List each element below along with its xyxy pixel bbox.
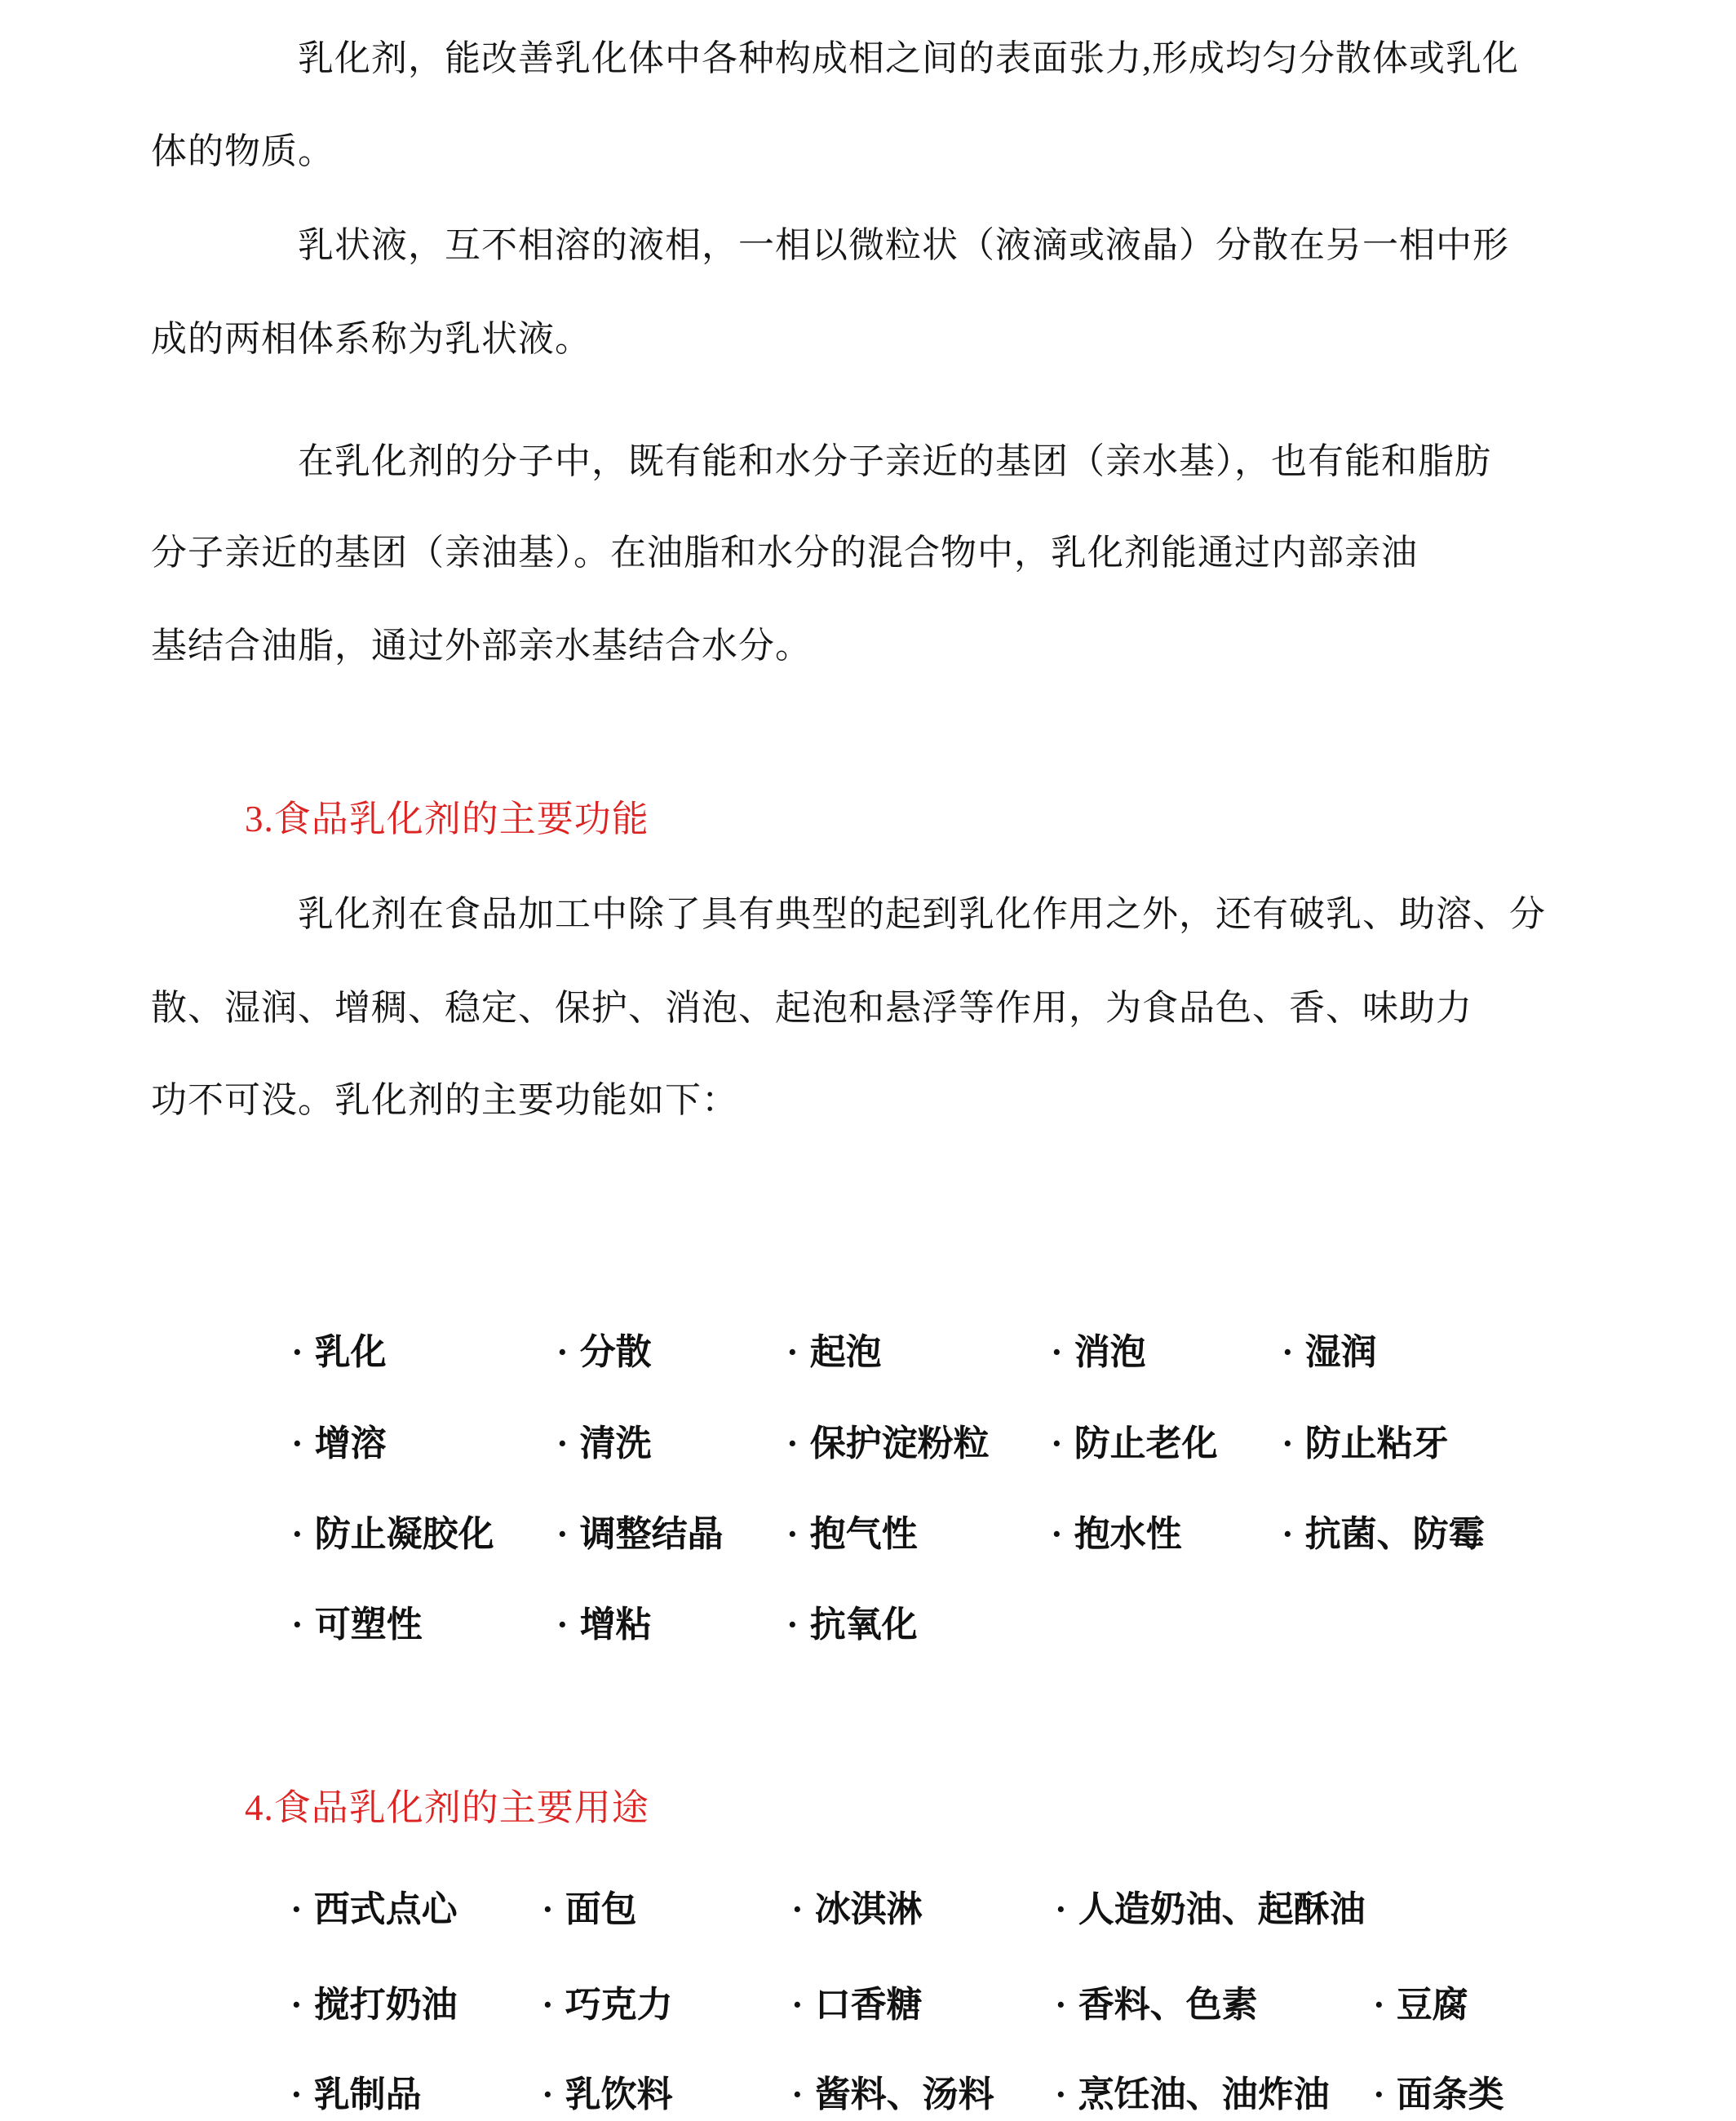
function-item-label: 保护淀粉粒	[809, 1424, 990, 1463]
function-item	[786, 1513, 918, 1556]
paragraph-line: 分子亲近的基团（亲油基）。在油脂和水分的混合物中，乳化剂能通过内部亲油	[151, 533, 1418, 573]
use-item	[791, 1984, 923, 2026]
function-item-label: 增溶	[314, 1424, 387, 1463]
function-item-label: 抗菌、防霉	[1304, 1514, 1485, 1554]
bullet-icon: ·	[542, 1889, 554, 1929]
use-item-label: 巧克力	[565, 1985, 673, 2025]
use-item-label: 冰淇淋	[814, 1889, 923, 1929]
bullet-icon: ·	[290, 1985, 303, 2025]
use-item	[1373, 1984, 1468, 2026]
function-item	[556, 1423, 652, 1465]
use-item	[542, 1889, 637, 1931]
bullet-icon: ·	[542, 2075, 554, 2114]
bullet-icon: ·	[786, 1514, 799, 1554]
paragraph-line: 体的物质。	[151, 131, 334, 171]
function-item-label: 消泡	[1074, 1332, 1146, 1372]
function-item	[1051, 1331, 1146, 1374]
use-item	[290, 1984, 458, 2026]
function-item-label: 清洗	[579, 1424, 652, 1463]
bullet-icon: ·	[786, 1332, 799, 1372]
use-item	[542, 2074, 673, 2116]
bullet-icon: ·	[291, 1605, 303, 1645]
bullet-icon: ·	[786, 1424, 799, 1463]
bullet-icon: ·	[290, 2075, 303, 2114]
use-item-label: 面包	[565, 1889, 637, 1929]
bullet-icon: ·	[291, 1332, 303, 1372]
function-item-label: 防止粘牙	[1304, 1424, 1449, 1463]
function-item-label: 分散	[579, 1332, 652, 1372]
section-heading-uses: 4.食品乳化剂的主要用途	[245, 1787, 649, 1828]
paragraph-line: 基结合油脂，通过外部亲水基结合水分。	[151, 626, 812, 666]
bullet-icon: ·	[1055, 1889, 1067, 1929]
use-item	[1373, 2074, 1504, 2116]
function-item-label: 抱水性	[1074, 1514, 1182, 1554]
paragraph-line: 成的两相体系称为乳状液。	[151, 319, 591, 359]
bullet-icon: ·	[791, 1889, 804, 1929]
bullet-icon: ·	[1055, 1985, 1067, 2025]
use-item-label: 乳制品	[313, 2075, 422, 2114]
bullet-icon: ·	[542, 1985, 554, 2025]
bullet-icon: ·	[791, 2075, 804, 2114]
function-item	[291, 1513, 494, 1556]
bullet-icon: ·	[1282, 1424, 1294, 1463]
use-item-label: 乳饮料	[565, 2075, 673, 2114]
use-item	[1055, 2074, 1330, 2116]
use-item-label: 豆腐	[1396, 1985, 1468, 2025]
use-item-label: 人造奶油、起酥油	[1078, 1889, 1366, 1929]
bullet-icon: ·	[556, 1514, 569, 1554]
use-item-label: 西式点心	[313, 1889, 458, 1929]
use-item	[290, 1889, 458, 1931]
bullet-icon: ·	[1051, 1514, 1063, 1554]
function-item-label: 防止凝胶化	[314, 1514, 494, 1554]
bullet-icon: ·	[290, 1889, 303, 1929]
bullet-icon: ·	[1373, 2075, 1385, 2114]
use-item	[791, 1889, 923, 1931]
paragraph-line: 乳化剂在食品加工中除了具有典型的起到乳化作用之外，还有破乳、助溶、分	[298, 894, 1546, 934]
use-item	[1055, 1984, 1258, 2026]
function-item	[291, 1423, 387, 1465]
bullet-icon: ·	[1055, 2075, 1067, 2114]
function-item-label: 防止老化	[1074, 1424, 1218, 1463]
bullet-icon: ·	[1282, 1514, 1294, 1554]
use-item	[791, 2074, 994, 2116]
function-item	[786, 1423, 990, 1465]
function-item	[1282, 1423, 1449, 1465]
function-item	[786, 1604, 918, 1646]
section-heading-functions: 3.食品乳化剂的主要功能	[245, 799, 649, 839]
bullet-icon: ·	[1373, 1985, 1385, 2025]
function-item-label: 起泡	[809, 1332, 882, 1372]
use-item-label: 香料、色素	[1078, 1985, 1258, 2025]
use-item	[290, 2074, 422, 2116]
function-item	[1282, 1513, 1485, 1556]
use-item-label: 口香糖	[814, 1985, 923, 2025]
function-item	[291, 1331, 387, 1374]
bullet-icon: ·	[556, 1605, 569, 1645]
function-item-label: 调整结晶	[579, 1514, 724, 1554]
use-item-label: 面条类	[1396, 2075, 1504, 2114]
use-item-label: 搅打奶油	[313, 1985, 458, 2025]
function-item-label: 抗氧化	[809, 1605, 918, 1645]
paragraph-line: 乳化剂，能改善乳化体中各种构成相之间的表面张力,形成均匀分散体或乳化	[298, 38, 1519, 78]
bullet-icon: ·	[786, 1605, 799, 1645]
paragraph-line: 散、湿润、增稠、稳定、保护、消泡、起泡和悬浮等作用，为食品色、香、味助力	[151, 988, 1472, 1028]
function-item	[1282, 1331, 1377, 1374]
function-item	[786, 1331, 882, 1374]
bullet-icon: ·	[791, 1985, 804, 2025]
paragraph-line: 乳状液，互不相溶的液相，一相以微粒状（液滴或液晶）分散在另一相中形	[298, 225, 1509, 265]
bullet-icon: ·	[556, 1424, 569, 1463]
paragraph-line: 在乳化剂的分子中，既有能和水分子亲近的基团（亲水基），也有能和脂肪	[298, 441, 1491, 481]
bullet-icon: ·	[556, 1332, 569, 1372]
use-item	[542, 1984, 673, 2026]
bullet-icon: ·	[1051, 1424, 1063, 1463]
bullet-icon: ·	[1051, 1332, 1063, 1372]
bullet-icon: ·	[291, 1514, 303, 1554]
function-item-label: 增粘	[579, 1605, 652, 1645]
function-item	[291, 1604, 423, 1646]
function-item	[556, 1331, 652, 1374]
function-item-label: 乳化	[314, 1332, 387, 1372]
function-item	[556, 1513, 724, 1556]
function-item	[556, 1604, 652, 1646]
function-item	[1051, 1513, 1182, 1556]
use-item-label: 烹饪油、油炸油	[1078, 2075, 1330, 2114]
bullet-icon: ·	[291, 1424, 303, 1463]
bullet-icon: ·	[1282, 1332, 1294, 1372]
function-item-label: 抱气性	[809, 1514, 918, 1554]
function-item-label: 湿润	[1304, 1332, 1377, 1372]
use-item	[1055, 1889, 1366, 1931]
paragraph-line: 功不可没。乳化剂的主要功能如下：	[151, 1080, 738, 1120]
function-item-label: 可塑性	[314, 1605, 423, 1645]
function-item	[1051, 1423, 1218, 1465]
use-item-label: 酱料、汤料	[814, 2075, 994, 2114]
